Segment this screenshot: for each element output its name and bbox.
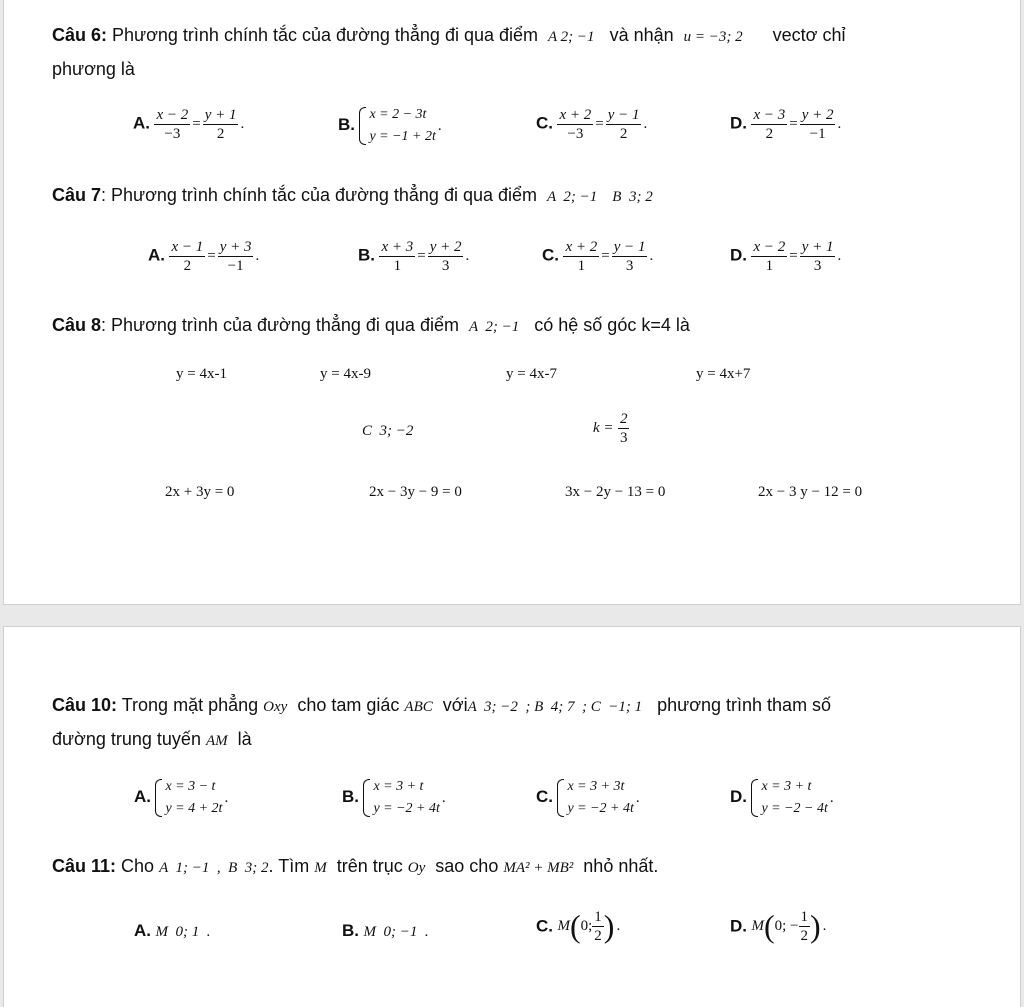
fraction: $\frac{x + 3}{1}$ [381, 239, 414, 274]
content-card-top [3, 0, 1021, 605]
question-11-points: A 1; −1 , B 3; 2 [159, 860, 269, 876]
q7-option-d-label: D. [730, 245, 747, 265]
q10-option-d[interactable]: D. x = 3 + t y = −2 − 4t . [730, 776, 836, 820]
q9-option-4[interactable]: 2x − 3 y − 12 = 0 [758, 484, 863, 500]
q7-option-c[interactable]: C. $\frac{x + 2}{1}$ = $\frac{y - 1}{3}$ . [542, 239, 654, 274]
question-7-points: A 2; −1 B 3; 2 [547, 189, 653, 205]
q7-option-b-label: B. [358, 245, 375, 265]
q6-option-c-label: C. [536, 113, 553, 133]
q8-option-4[interactable]: y = 4x+7 [696, 366, 751, 382]
question-8-number: Câu 8 [52, 315, 102, 335]
q6-option-a-label: A. [133, 113, 150, 133]
q11-option-d[interactable]: D. M(0; − $\frac{1}{2}$ ) . [730, 908, 827, 944]
q7-option-d[interactable]: D. $\frac{x - 2}{1}$ = $\frac{y + 1}{3}$ . [730, 239, 842, 274]
question-8-text-2: có hệ số góc k=4 là [534, 315, 690, 335]
question-11-expression: MA² + MB² [503, 860, 574, 876]
q11-option-c-m: M [557, 918, 570, 934]
q10-option-b-label: B. [342, 787, 359, 807]
q10-option-a[interactable]: A. x = 3 − t y = 4 + 2t . [134, 776, 230, 820]
fraction: $\frac{x + 2}{-3}$ [559, 107, 592, 142]
equation-system: x = 3 + 3t y = −2 + 4t [557, 776, 633, 820]
question-10-oxy: Oxy [263, 699, 288, 715]
question-6-text: Phương trình chính tắc của đường thẳng đi qua điểm [112, 25, 539, 45]
q9-option-3[interactable]: 3x − 2y − 13 = 0 [565, 484, 666, 500]
question-10-line2 [52, 728, 252, 752]
question-6-text-2: và nhận [609, 25, 674, 45]
q11-option-c-label: C. [536, 916, 553, 936]
question-10-text: Trong mặt phẳng [121, 695, 259, 715]
fraction: $\frac{x + 2}{1}$ [565, 239, 598, 274]
question-11-text-2: . Tìm [268, 856, 310, 876]
fraction: $\frac{x - 1}{2}$ [171, 239, 204, 274]
question-11-line1 [52, 855, 658, 879]
question-6-line2: phương là [52, 59, 135, 79]
q11-option-b[interactable] [342, 921, 429, 941]
q6-option-a[interactable]: A. $\frac{x - 2}{-3}$ = $\frac{y + 1}{2}$ . [133, 107, 245, 142]
fraction: $\frac{x - 3}{2}$ [753, 107, 786, 142]
q11-option-d-m: M [751, 918, 764, 934]
fraction: $\frac{x - 2}{-3}$ [156, 107, 189, 142]
fraction: $\frac{y + 2}{3}$ [429, 239, 462, 274]
q8-option-1[interactable]: y = 4x-1 [176, 366, 227, 382]
q10-option-c[interactable]: C. x = 3 + 3t y = −2 + 4t . [536, 776, 642, 820]
question-11-text-4: sao cho [435, 856, 499, 876]
question-11-text-5: nhỏ nhất. [583, 856, 659, 876]
question-10-text-3: với [442, 695, 468, 715]
fraction: $\frac{y - 1}{2}$ [607, 107, 640, 142]
q9-slope-lhs: k = [593, 420, 614, 436]
q11-option-b-value: M 0; −1 . [363, 924, 429, 940]
q10-option-b[interactable]: B. x = 3 + t y = −2 + 4t . [342, 776, 448, 820]
question-8-point-a: A 2; −1 [468, 319, 520, 335]
fraction: $\frac{y + 2}{-1}$ [801, 107, 834, 142]
q6-option-c[interactable]: C. $\frac{x + 2}{-3}$ = $\frac{y - 1}{2}$ . [536, 107, 648, 142]
question-6-line1 [52, 24, 845, 48]
q10-option-a-label: A. [134, 787, 151, 807]
q6-option-d-label: D. [730, 113, 747, 133]
q9-slope [593, 410, 629, 447]
question-11-text-3: trên trục [336, 856, 403, 876]
question-8-text: : Phương trình của đường thẳng đi qua điểm [101, 315, 459, 335]
question-11-m: M [314, 860, 327, 876]
question-10-text-2: cho tam giác [297, 695, 400, 715]
q6-option-b[interactable]: B. x = 2 − 3t y = −1 + 2t . [338, 104, 444, 148]
equation-system: x = 3 + t y = −2 − 4t [751, 776, 827, 820]
q10-option-d-label: D. [730, 787, 747, 807]
q10-option-c-label: C. [536, 787, 553, 807]
question-6-vector-u: u = −3; 2 [683, 29, 743, 45]
q7-option-a-label: A. [148, 245, 165, 265]
fraction: $\frac{1}{2}$ [800, 909, 808, 944]
question-10-abc: ABC [404, 699, 433, 715]
question-10-text-5: đường trung tuyến [52, 729, 201, 749]
q8-option-2[interactable]: y = 4x-9 [320, 366, 371, 382]
fraction: $\frac{y + 3}{-1}$ [219, 239, 252, 274]
q11-option-a-value: M 0; 1 . [155, 924, 211, 940]
question-10-am: AM [205, 733, 228, 749]
question-11-oy: Oy [407, 860, 426, 876]
question-6-text-3: vectơ chỉ [772, 25, 846, 45]
fraction: $\frac{y + 1}{3}$ [801, 239, 834, 274]
q7-option-c-label: C. [542, 245, 559, 265]
q6-option-d[interactable]: D. $\frac{x - 3}{2}$ = $\frac{y + 2}{-1}$ . [730, 107, 842, 142]
question-7-number: Câu 7 [52, 185, 102, 205]
question-10-text-6: là [237, 729, 252, 749]
question-10-text-4: phương trình tham số [657, 695, 832, 715]
question-7-line1 [52, 184, 653, 208]
q11-option-d-inner: 0; − [774, 918, 799, 934]
equation-system: x = 2 − 3t y = −1 + 2t [359, 104, 435, 148]
q7-option-a[interactable]: A. $\frac{x - 1}{2}$ = $\frac{y + 3}{-1}$ . [148, 239, 260, 274]
question-8-line1 [52, 314, 690, 338]
q9-option-1[interactable]: 2x + 3y = 0 [165, 484, 235, 500]
equation-system: x = 3 + t y = −2 + 4t [363, 776, 439, 820]
question-10-number: Câu 10: [52, 695, 118, 715]
q11-option-c[interactable]: C. M(0; $\frac{1}{2}$ ) . [536, 908, 621, 944]
fraction: $\frac{y - 1}{3}$ [613, 239, 646, 274]
question-6-point-a: A 2; −1 [548, 29, 595, 45]
q7-option-b[interactable]: B. $\frac{x + 3}{1}$ = $\frac{y + 2}{3}$ . [358, 239, 470, 274]
q8-option-3[interactable]: y = 4x-7 [506, 366, 557, 382]
fraction: $\frac{x - 2}{1}$ [753, 239, 786, 274]
fraction: $\frac{y + 1}{2}$ [204, 107, 237, 142]
question-7-text: : Phương trình chính tắc của đường thẳng đi qua điểm [101, 185, 538, 205]
question-11-text: Cho [121, 856, 155, 876]
question-10-points: A 3; −2 ; B 4; 7 ; C −1; 1 [467, 699, 643, 715]
question-11-number: Câu 11: [52, 856, 117, 876]
q11-option-c-inner: 0; [580, 918, 593, 934]
q9-point-c: C 3; −2 [362, 423, 414, 439]
q11-option-a-label: A. [134, 921, 151, 940]
q9-option-2[interactable]: 2x − 3y − 9 = 0 [369, 484, 462, 500]
q6-option-b-label: B. [338, 115, 355, 135]
fraction: $\frac{2}{3}$ [619, 411, 628, 446]
equation-system: x = 3 − t y = 4 + 2t [155, 776, 222, 820]
question-10-line1 [52, 694, 831, 718]
q11-option-b-label: B. [342, 921, 359, 940]
fraction: $\frac{1}{2}$ [594, 909, 602, 944]
q11-option-a[interactable] [134, 921, 210, 941]
question-6-number: Câu 6: [52, 25, 108, 45]
q11-option-d-label: D. [730, 916, 747, 936]
